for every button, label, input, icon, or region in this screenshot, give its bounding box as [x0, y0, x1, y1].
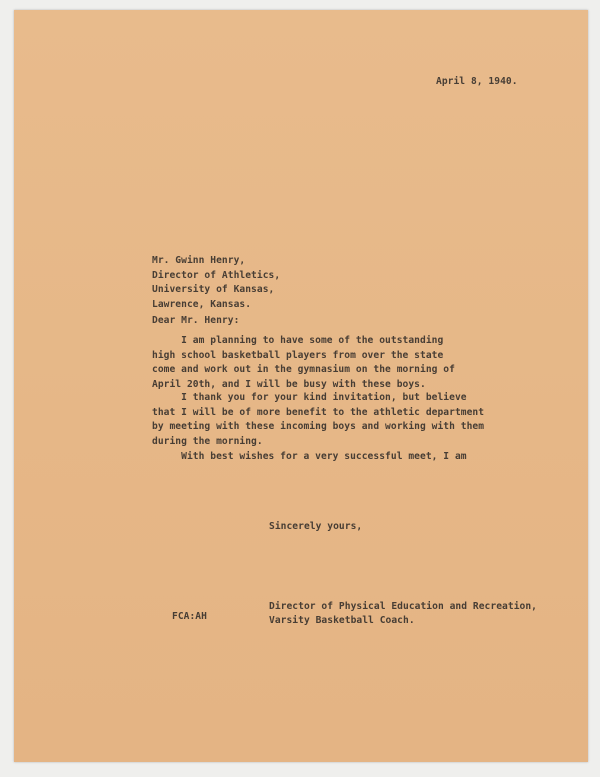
recipient-line: Mr. Gwinn Henry,: [152, 255, 246, 266]
recipient-address: [152, 254, 280, 312]
paragraph-line: I thank you for your kind invitation, but believe: [152, 392, 467, 403]
closing: Sincerely yours,: [269, 521, 363, 532]
signature-title: Varsity Basketball Coach.: [269, 615, 415, 626]
signature-title: Director of Physical Education and Recreation,: [269, 601, 537, 612]
signature-block: [269, 600, 537, 628]
paragraph-3: [152, 450, 467, 465]
recipient-line: Director of Athletics,: [152, 269, 281, 281]
paragraph-line: during the morning.: [152, 435, 263, 447]
recipient-line: University of Kansas,: [152, 284, 275, 295]
paragraph-1: [152, 334, 455, 392]
paragraph-line: April 20th, and I will be busy with these boys.: [152, 378, 426, 390]
paragraph-line: I am planning to have some of the outstanding: [152, 335, 444, 346]
paragraph-line: by meeting with these incoming boys and working with them: [152, 421, 485, 432]
letter-page: [14, 10, 588, 762]
letter-date: April 8, 1940.: [436, 76, 518, 87]
reference-initials: FCA:AH: [172, 611, 207, 622]
paragraph-line: high school basketball players from over the state: [152, 349, 444, 361]
salutation: Dear Mr. Henry:: [152, 315, 240, 326]
paragraph-line: With best wishes for a very successful meet, I am: [152, 451, 467, 462]
recipient-line: Lawrence, Kansas.: [152, 298, 252, 310]
paragraph-2: [152, 391, 484, 449]
paragraph-line: come and work out in the gymnasium on the morning of: [152, 364, 455, 375]
paragraph-line: that I will be of more benefit to the athletic department: [152, 406, 485, 418]
